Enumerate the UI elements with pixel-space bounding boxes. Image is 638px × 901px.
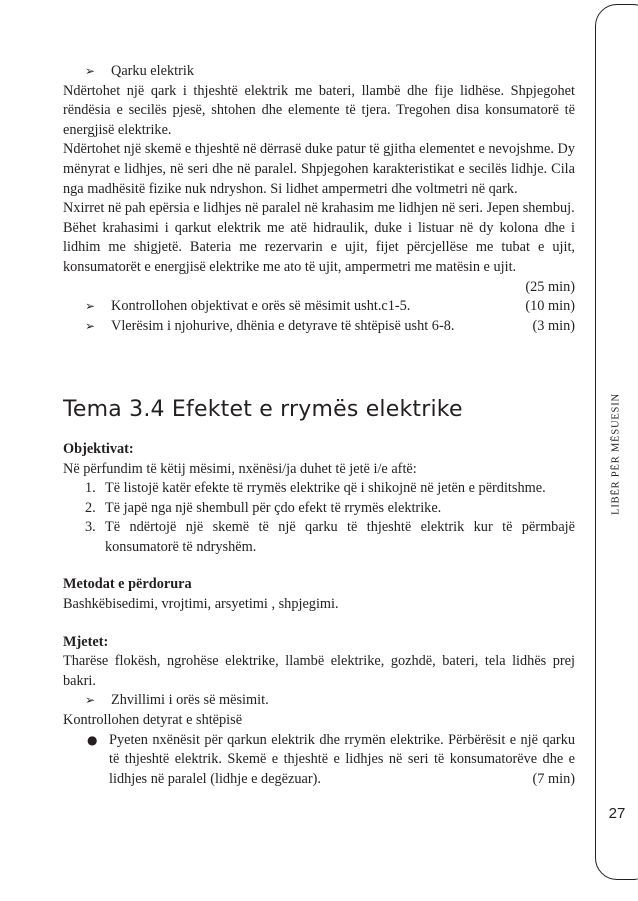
- list-item-time: (3 min): [532, 317, 575, 334]
- development-label: Zhvillimi i orës së mësimit.: [111, 692, 269, 709]
- list-item: [63, 317, 575, 337]
- objectives-label: Objektivat:: [63, 440, 134, 457]
- objective-number: 1.: [85, 480, 96, 497]
- objective-item: [63, 518, 575, 557]
- bullet-qarku-elektrik: [63, 62, 575, 82]
- objective-text: Të listojë katër efekte të rrymës elektrike që i shikojnë në jetën e përditshme.: [105, 480, 546, 497]
- list-item: [63, 297, 575, 317]
- objective-number: 3.: [85, 519, 96, 536]
- objective-item: [63, 499, 575, 519]
- sidebar-label-text: LIBËR PËR MËSUESIN: [610, 392, 622, 515]
- list-item-text: Kontrollohen objektivat e orës së mësimit usht.c1-5.: [111, 298, 411, 315]
- time-label: (25 min): [525, 278, 575, 295]
- arrow-bullet-icon: ➢: [85, 318, 96, 333]
- bullet-text: Pyeten nxënësit për qarkun elektrik dhe rrymën elektrike. Përbërësit e një qarku të thjeshtë elektrik. Skemë e thjeshtë e lidhjes në seri të konsumatorëve dhe e lidhjes në paralel (lidhje e degëzuar).: [109, 731, 575, 787]
- methods-label: Metodat e përdorura: [63, 576, 192, 593]
- paragraph: Nxirret në pah epërsia e lidhjes në paralel në krahasim me lidhjen në seri. Jepen shembuj.: [63, 200, 575, 217]
- page-number: 27: [608, 805, 626, 822]
- methods-text: Bashkëbisedimi, vrojtimi, arsyetimi , shpjegimi.: [63, 596, 339, 613]
- bullet-dot-icon: ●: [87, 732, 98, 747]
- list-item-text: Vlerësim i njohurive, dhënia e detyrave të shtëpisë usht 6-8.: [111, 317, 455, 334]
- objectives-intro: Në përfundim të këtij mësimi, nxënësi/ja duhet të jetë i/e aftë:: [63, 460, 417, 477]
- objective-item: [63, 479, 575, 499]
- objective-number: 2.: [85, 499, 96, 516]
- sidebar-label: [606, 386, 626, 521]
- arrow-bullet-icon: ➢: [85, 693, 96, 708]
- arrow-bullet-icon: ➢: [85, 299, 96, 314]
- paragraph: Bëhet krahasimi i qarkut elektrik me atë hidraulik, duke i listuar në dy kolona dhe i lidhim me shigjetë. Bateria me rezervarin e ujit, fijet përcjellëse me tubat e ujit, konsumatorët e energjisë elektrike me ato të ujit, ampermetri me matësin e ujit.: [63, 219, 575, 275]
- list-item-time: (10 min): [525, 298, 575, 315]
- objective-text: Të japë nga një shembull për çdo efekt të rrymës elektrike.: [105, 499, 442, 516]
- section-heading: Tema 3.4 Efektet e rrymës elektrike: [63, 397, 463, 423]
- bullet-zhvillimi: [63, 691, 575, 711]
- bullet-time: (7 min): [532, 770, 575, 787]
- bullet-title: Qarku elektrik: [111, 63, 194, 79]
- tools-label: Mjetet:: [63, 633, 109, 650]
- bullet-item: [63, 731, 575, 790]
- arrow-bullet-icon: ➢: [85, 64, 96, 78]
- paragraph: Ndërtohet një skemë e thjeshtë në dërrasë duke patur të gjitha elementet e nevojshme. Dy mënyrat e lidhjes, në seri dhe në paralel. Shpjegohen karakteristikat e secilës lidhje. Cila nga madhësitë fizike nuk ndryshon. Si lidhet ampermetri dhe voltmetri në qark.: [63, 141, 575, 197]
- page-content: [63, 62, 575, 789]
- tools-text: Tharëse flokësh, ngrohëse elektrike, llambë elektrike, gozhdë, bateri, tela lidhës prej bakri.: [63, 653, 575, 689]
- objective-text: Të ndërtojë një skemë të një qarku të thjeshtë elektrik kur të përmbajë konsumatorë të ndryshëm.: [105, 519, 575, 555]
- paragraph: Ndërtohet një qark i thjeshtë elektrik me bateri, llambë dhe fije lidhëse. Shpjegohet rëndësia e secilës pjesë, shtohen dhe elemente të tjera. Tregohen disa konsumatorë të energjisë elektrike.: [63, 82, 575, 138]
- homework-check: Kontrollohen detyrat e shtëpisë: [63, 712, 243, 729]
